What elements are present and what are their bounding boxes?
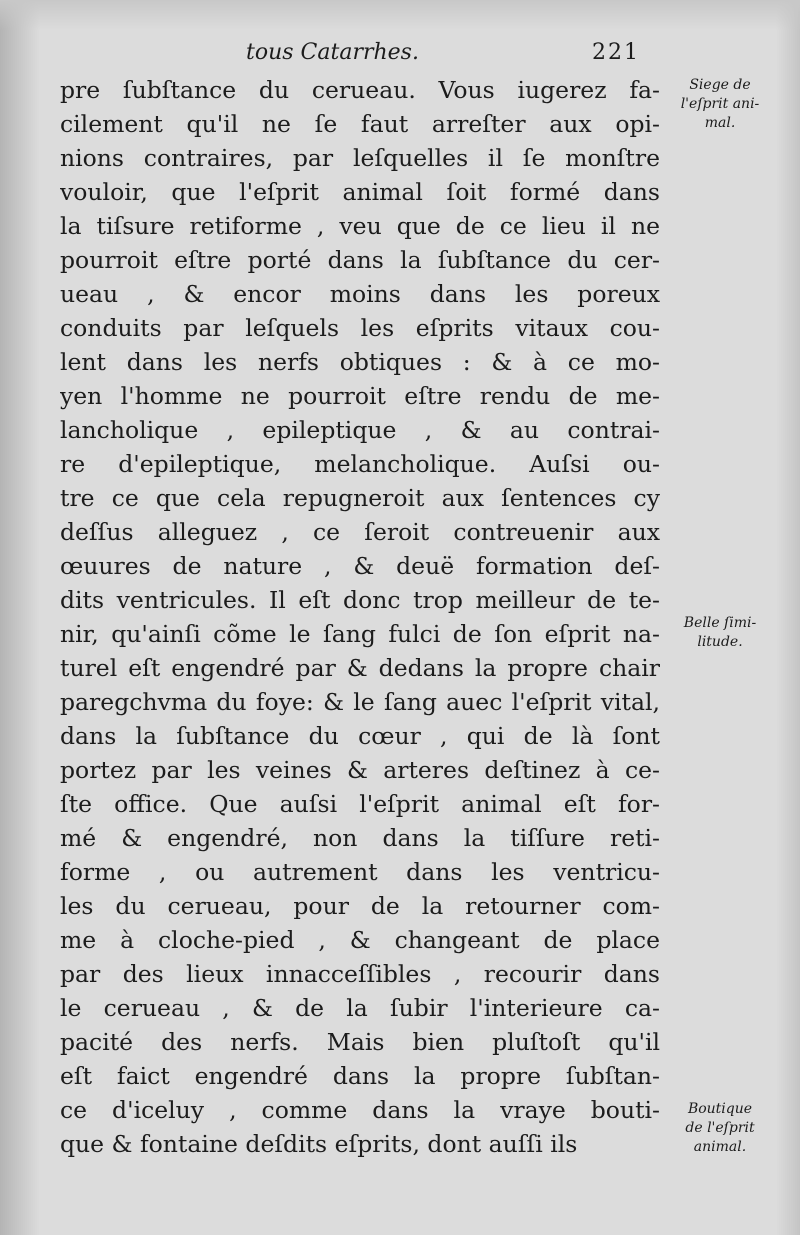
text-line: que & fontaine deſdits eſprits, dont auſſi ils xyxy=(60,1130,578,1158)
text-line: vouloir, que l'eſprit animal ſoit formé dans xyxy=(60,178,660,206)
marginal-note xyxy=(664,614,776,652)
text-line: la tiſsure retiforme , veu que de ce lieu il ne xyxy=(60,212,660,240)
text-line: pourroit eſtre porté dans la ſubſtance du cer- xyxy=(60,246,660,274)
page-number: 221 xyxy=(592,40,640,65)
text-line: le cerueau , & de la ſubir l'interieure ca- xyxy=(60,994,660,1022)
text-line: conduits par leſquels les eſprits vitaux cou- xyxy=(60,314,660,342)
text-line: tre ce que cela repugneroit aux ſentences cy xyxy=(60,484,660,512)
text-line: re d'epileptique, melancholique. Auſsi ou- xyxy=(60,450,660,478)
text-line: ſte office. Que auſsi l'eſprit animal eſt for- xyxy=(60,790,660,818)
page-gutter-shadow xyxy=(0,0,40,1235)
marginal-note-line: litude. xyxy=(697,634,743,650)
text-line: yen l'homme ne pourroit eſtre rendu de me- xyxy=(60,382,660,410)
text-line: portez par les veines & arteres deſtinez à ce- xyxy=(60,756,660,784)
text-line: ce d'iceluy , comme dans la vraye bouti- xyxy=(60,1096,660,1124)
text-line: dits ventricules. Il eſt donc trop meilleur de te- xyxy=(60,586,660,614)
text-line: forme , ou autrement dans les ventricu- xyxy=(60,858,660,886)
text-line: cilement qu'il ne ſe faut arreſter aux opi- xyxy=(60,110,660,138)
text-line: lent dans les nerfs obtiques : & à ce mo- xyxy=(60,348,660,376)
marginal-note-line: l'eſprit ani- xyxy=(680,96,760,112)
marginal-note-line: animal. xyxy=(693,1139,747,1155)
body-text xyxy=(60,73,660,1161)
running-head: tous Catarrhes. xyxy=(246,40,419,65)
text-line: paregchvma du foye: & le ſang auec l'eſprit vital, xyxy=(60,688,660,716)
text-line: nions contraires, par leſquelles il ſe monſtre xyxy=(60,144,660,172)
text-line: œuures de nature , & deuë formation deſ- xyxy=(60,552,660,580)
marginal-note-line: Belle ſimi- xyxy=(683,615,757,631)
marginal-note xyxy=(664,1100,776,1157)
text-line: turel eſt engendré par & dedans la propre chair xyxy=(60,654,660,682)
page-header xyxy=(60,40,660,76)
text-line: ueau , & encor moins dans les poreux xyxy=(60,280,660,308)
text-line: nir, qu'ainſi cõme le ſang fulci de ſon eſprit na- xyxy=(60,620,660,648)
page-top-shadow xyxy=(0,0,800,30)
text-line: pre ſubſtance du cerueau. Vous iugerez fa- xyxy=(60,76,660,104)
marginal-note-line: Siege de xyxy=(689,77,751,93)
marginal-note-line: Boutique xyxy=(687,1101,753,1117)
marginal-note xyxy=(664,76,776,133)
text-line: me à cloche-pied , & changeant de place xyxy=(60,926,660,954)
marginal-note-line: mal. xyxy=(704,115,736,131)
text-line: lancholique , epileptique , & au contrai- xyxy=(60,416,660,444)
text-line: deſſus alleguez , ce ſeroit contreuenir aux xyxy=(60,518,660,546)
text-line: par des lieux innacceſſibles , recourir dans xyxy=(60,960,660,988)
text-line: les du cerueau, pour de la retourner com- xyxy=(60,892,660,920)
page-edge-shadow xyxy=(776,0,800,1235)
marginal-note-line: de l'eſprit xyxy=(685,1120,755,1136)
text-line: dans la ſubſtance du cœur , qui de là ſont xyxy=(60,722,660,750)
text-line: mé & engendré, non dans la tiſſure reti- xyxy=(60,824,660,852)
text-line: eſt faict engendré dans la propre ſubſtan- xyxy=(60,1062,660,1090)
text-line: pacité des nerfs. Mais bien pluſtoſt qu'il xyxy=(60,1028,660,1056)
